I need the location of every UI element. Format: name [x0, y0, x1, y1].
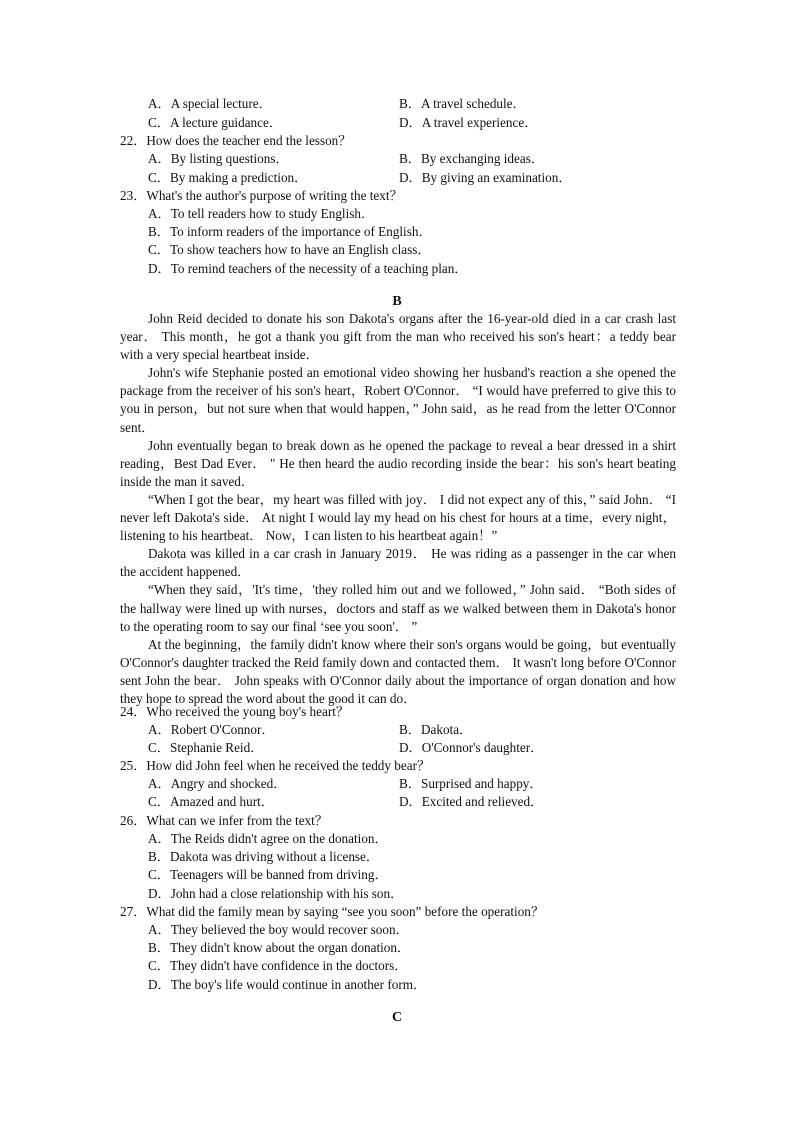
q24-option-d: D．O'Connor's daughter． — [399, 740, 544, 755]
q25-option-d: D．Excited and relieved． — [399, 794, 544, 809]
q24-question: 24．Who received the young boy's heart？ — [120, 704, 350, 719]
q23-option-d: D．To remind teachers of the necessity of a teaching plan． — [148, 261, 468, 276]
q24-option-a: A．Robert O'Connor． — [148, 722, 275, 737]
q26-option-d: D．John had a close relationship with his son． — [148, 886, 404, 901]
passage-paragraph: John's wife Stephanie posted an emotional video showing her husband's reaction a she opened the package from the receiver of his son's heart，Robert O'Connor． “I would have preferred to give this to you in person，but not sure when that would happen，” John said，as he read from the letter O'Connor sent． — [120, 365, 676, 435]
passage-paragraph: Dakota was killed in a car crash in January 2019． He was riding as a passenger in the car when the accident happened． — [120, 546, 676, 580]
q24-option-c: C．Stephanie Reid． — [148, 740, 264, 755]
q25-option-b: B．Surprised and happy． — [399, 776, 543, 791]
q22-question: 22．How does the teacher end the lesson？ — [120, 133, 352, 148]
q21-option-b: B．A travel schedule． — [399, 96, 526, 111]
section-b-heading: B — [392, 294, 402, 309]
q26-option-a: A．The Reids didn't agree on the donation． — [148, 831, 388, 846]
q22-option-c: C．By making a prediction． — [148, 170, 308, 185]
q27-option-c: C．They didn't have confidence in the doctors． — [148, 958, 408, 973]
q27-option-d: D．The boy's life would continue in another form． — [148, 977, 427, 992]
q27-question: 27．What did the family mean by saying “see you soon” before the operation？ — [120, 904, 545, 919]
q23-question: 23．What's the author's purpose of writing the text？ — [120, 188, 403, 203]
passage-paragraph: At the beginning，the family didn't know where their son's organs would be going，but eventually O'Connor's daughter tracked the Reid family down and contacted them． It wasn't long before O'Connor sent John the bear． John speaks with O'Connor daily about the importance of organ donation and how they hope to spread the word about the good it can do． — [120, 636, 676, 706]
passage-paragraph: “When they said，'It's time，'they rolled him out and we followed，” John said． “Both sides of the hallway were lined up with nurses，doctors and staff as we walked between them in Dakota's honor to the operating room to say our final ‘see you soon'． ” — [120, 582, 676, 634]
passage-paragraph: John Reid decided to donate his son Dakota's organs after the 16-year-old died in a car crash last year． This month，he got a thank you gift from the man who received his son's heart：a teddy bear with a very special heartbeat inside． — [120, 311, 676, 363]
q26-question: 26．What can we infer from the text？ — [120, 813, 328, 828]
q21-option-a: A．A special lecture． — [148, 96, 272, 111]
passage-paragraph: “When I got the bear，my heart was filled with joy． I did not expect any of this，” said John． “I never left Dakota's side． At night I would lay my head on his chest for hours at a time，every night，listening to his heartbeat． Now，I can listen to his heartbeat again！” — [120, 491, 676, 544]
passage-paragraph: John eventually began to break down as he opened the package to reveal a bear dressed in a shirt reading，Best Dad Ever． " He then heard the audio recording inside the bear：his son's heart beating inside the man it saved． — [120, 437, 676, 489]
q27-option-b: B．They didn't know about the organ donation． — [148, 940, 411, 955]
passage-b — [120, 310, 676, 708]
q23-option-c: C．To show teachers how to have an English class． — [148, 242, 431, 257]
q21-option-c: C．A lecture guidance． — [148, 115, 283, 130]
q23-option-b: B．To inform readers of the importance of English． — [148, 224, 432, 239]
q22-option-b: B．By exchanging ideas． — [399, 151, 545, 166]
q23-option-a: A．To tell readers how to study English． — [148, 206, 375, 221]
q25-option-a: A．Angry and shocked． — [148, 776, 287, 791]
q27-option-a: A．They believed the boy would recover soon． — [148, 922, 409, 937]
q22-option-a: A．By listing questions． — [148, 151, 289, 166]
q22-option-d: D．By giving an examination． — [399, 170, 572, 185]
q25-option-c: C．Amazed and hurt． — [148, 794, 274, 809]
q26-option-c: C．Teenagers will be banned from driving． — [148, 867, 388, 882]
q21-option-d: D．A travel experience． — [399, 115, 538, 130]
q25-question: 25．How did John feel when he received the teddy bear？ — [120, 758, 431, 773]
section-c-heading: C — [391, 1010, 403, 1025]
q26-option-b: B．Dakota was driving without a license． — [148, 849, 380, 864]
q24-option-b: B．Dakota． — [399, 722, 473, 737]
